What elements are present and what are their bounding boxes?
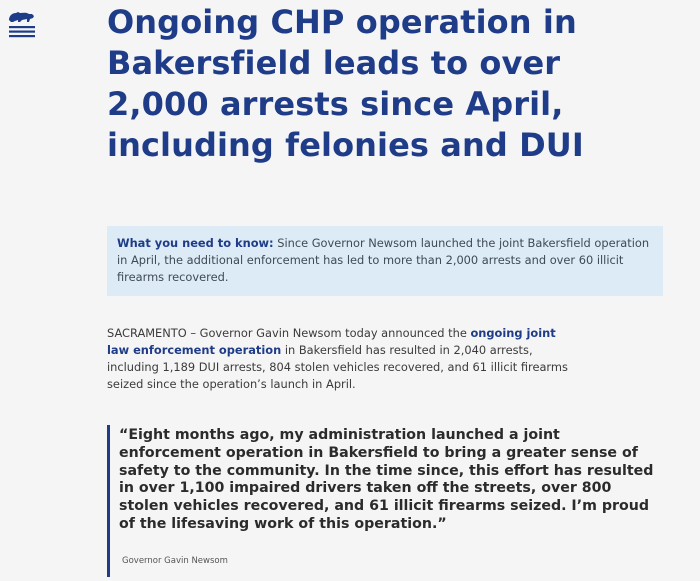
quote-attribution: Governor Gavin Newsom [122, 556, 228, 566]
quote-text: “Eight months ago, my administration launched a joint enforcement operation in Bakersfield to bring a greater sense of safety to the community. In the time since, this effort has resulted in over 1,100 impaired drivers taken off the streets, over 800 stolen vehicles recovered, and 61 illicit firearms seized. I’m proud of the lifesaving work of this operation.” [119, 427, 654, 532]
what-you-need-to-know-callout [107, 226, 663, 296]
callout-label: What you need to know: [117, 236, 274, 250]
governor-quote [107, 425, 663, 577]
article-lede [107, 325, 577, 393]
article-headline: Ongoing CHP operation in Bakersfield leads to over 2,000 arrests since April, including felonies and DUI [107, 3, 584, 164]
lede-text-before: SACRAMENTO – Governor Gavin Newsom today announced the [107, 326, 471, 340]
ongoing-operation-link[interactable]: ongoing joint law enforcement operation [107, 326, 556, 357]
callout-text: Since Governor Newsom launched the joint Bakersfield operation in April, the additional enforcement has led to more than 2,000 arrests and over 60 illicit firearms recovered. [117, 236, 650, 284]
lede-text-after: in Bakersfield has resulted in 2,040 arrests, including 1,189 DUI arrests, 804 stolen vehicles recovered, and 61 illicit firearms seized since the operation’s launch in April. [107, 343, 568, 391]
article [107, 0, 663, 566]
california-bear-menu-icon[interactable] [6, 8, 38, 38]
